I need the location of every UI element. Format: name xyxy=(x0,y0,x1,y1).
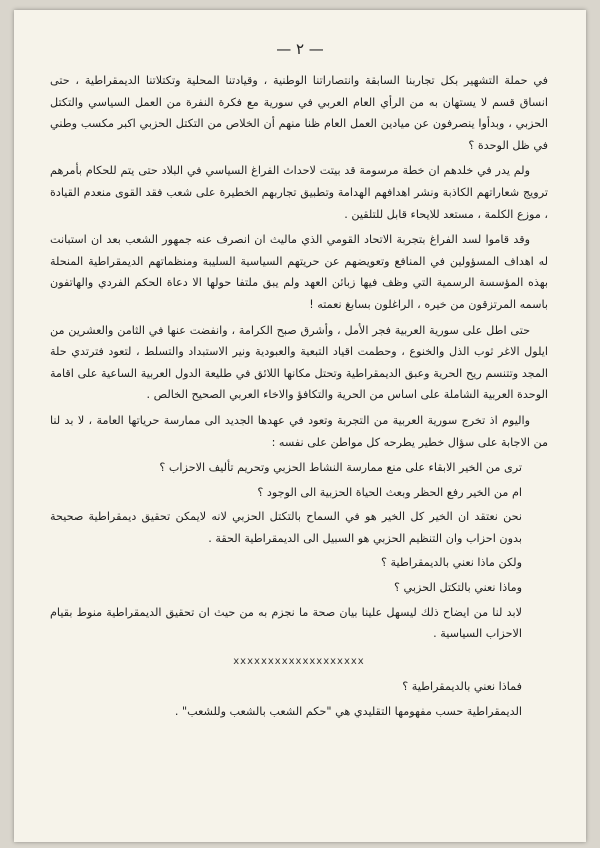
paragraph: ولم يدر في خلدهم ان خطة مرسومة قد بيتت لاحداث الفراغ السياسي في البلاد حتى يتم للحكام بأمرهم ترويج شعاراتهم الكاذبة ونشر اهدافهم الهدامة وتطبيق تجاربهم الخطيرة على شعب فقد القوى منعدم القيادة ، موزع الكلمة ، مستعد للايحاء قابل للتلقين . xyxy=(50,164,548,221)
question-line: ولكن ماذا نعني بالديمقراطية ؟ xyxy=(381,556,522,570)
paragraph: في حملة التشهير بكل تجاربنا السابقة وانتصاراتنا الوطنية ، وقيادتنا المحلية وتكتلاتنا الديمقراطية ، حتى انساق قسم لا يستهان به من الرأي العام العربي في سورية مع فكرة النفرة من العمل السياسي والتكتل الحزبي ، وبدأوا ينصرفون عن ميادين العمل العام ظنا منهم أن الخلاص من التكتل الحزبي اكبر مكسب وطني في ظل الوحدة ؟ xyxy=(50,74,548,152)
section-line: فماذا نعني بالديمقراطية ؟ xyxy=(402,680,522,694)
separator-line: xxxxxxxxxxxxxxxxxxx xyxy=(233,655,365,667)
document-body xyxy=(50,70,548,726)
question-line: لابد لنا من ايضاح ذلك ليسهل علينا بيان صحة ما نجزم به من حيث ان تحقيق الديمقراطية منوط بقيام الاحزاب السياسية . xyxy=(50,605,522,641)
question-line: وماذا نعني بالتكتل الحزبي ؟ xyxy=(394,581,522,595)
paragraph: حتى اطل على سورية العربية فجر الأمل ، وأشرق صبح الكرامة ، وانفضت عنها في الثامن والعشرين من ايلول الاغر ثوب الذل والخنوع ، وحطمت اقياد التبعية والعبودية ونير الاستبداد والتسلط ، لتعود فترتدي حلة المجد وتتنسم ريح الحرية وعبق الديمقراطية وتحتل مكانها اللائق في طليعة الدول العربية الساعية على اقامة الوحدة العربية الشاملة على اساس من الحرية والتكافؤ والاخاء العربي الصحيح الخالص . xyxy=(50,323,548,402)
paragraph: وقد قاموا لسد الفراغ بتجربة الاتحاد القومي الذي ماليث ان انصرف عنه جمهور الشعب بعد ان استبانت له اهداف المسؤولين في المنافع وتعويضهم عن حريتهم السياسية السليبة ومنظماتهم الديمقراطية المنحلة بهذه المؤسسة الرسمية التي وظف فيها زبائن العهد ولم يبق ملتفا حولها الا دعاة الحكم الفردي والهاتفون باسمه المرتزقون من خيره ، الراغلون بسابغ نعمته ! xyxy=(50,233,548,311)
question-line: ام من الخير رفع الحظر وبعث الحياة الحزبية الى الوجود ؟ xyxy=(257,485,522,499)
question-line: ترى من الخير الابقاء على منع ممارسة النشاط الحزبي وتحريم تأليف الاحزاب ؟ xyxy=(159,461,522,475)
document-page xyxy=(14,10,586,842)
section-line: الديمقراطية حسب مفهومها التقليدي هي "حكم الشعب بالشعب وللشعب" . xyxy=(174,705,522,719)
page-number: — ٢ — xyxy=(276,40,324,58)
question-line: نحن نعتقد ان الخير كل الخير هو في السماح بالتكتل الحزبي لانه لايمكن تحقيق ديمقراطية صحيحة بدون احزاب وان التنظيم الحزبي هو السبيل الى الديمقراطية الحقة . xyxy=(50,510,522,545)
paragraph: واليوم اذ تخرج سورية العربية من التجربة وتعود في عهدها الجديد الى ممارسة حرياتها العامة ، لا بد لنا من الاجابة على سؤال خطير يطرحه كل مواطن على نفسه : xyxy=(50,413,548,449)
